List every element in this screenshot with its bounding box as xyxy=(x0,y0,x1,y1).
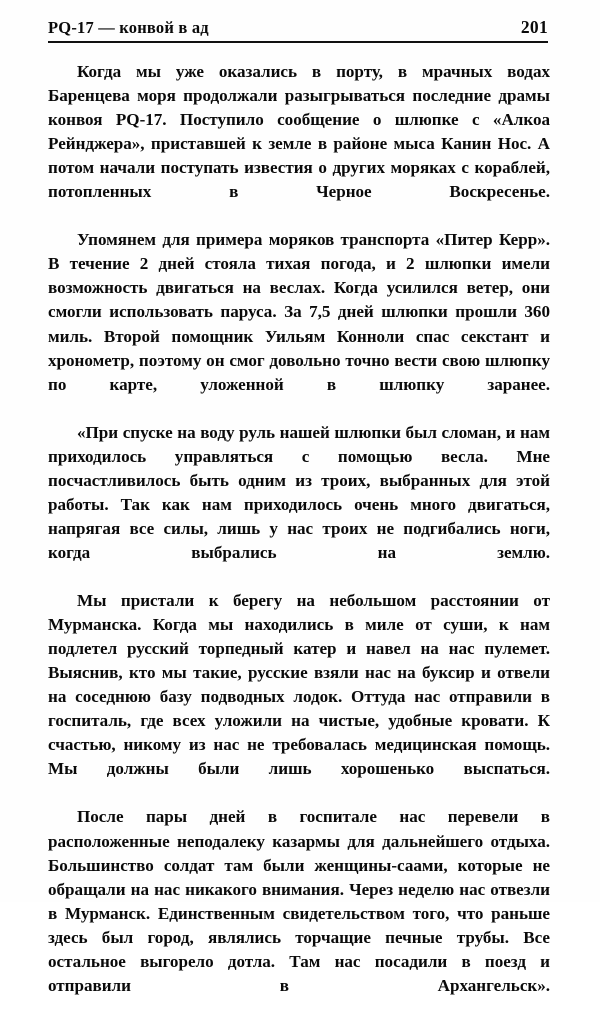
paragraph: После пары дней в госпитале нас перевели в расположенные неподалеку казармы для дальнейшего отдыха. Большинство солдат там были женщины-саами, которые не обращали на нас никакого внимания. Через неделю нас отвезли в Мурманск. Единственным свидетельством того, что раньше здесь был город, являлись торчащие печные трубы. Все остальное выгорело дотла. Там нас посадили в поезд и отправили в Архангельск». xyxy=(48,807,550,995)
running-head-title: PQ-17 — конвой в ад xyxy=(48,18,209,37)
paragraph: Упомянем для примера моряков транспорта «Питер Керр». В течение 2 дней стояла тихая погода, и 2 шлюпки имели возможность двигаться на веслах. Когда усилился ветер, они смогли использовать паруса. За 7,5 дней шлюпки прошли 360 миль. Второй помощник Уильям Конноли спас секстант и хронометр, поэтому он смог довольно точно вести свою шлюпку по карте, уложенной в шлюпку заранее. xyxy=(48,230,550,394)
running-head xyxy=(48,17,548,41)
paragraph: Мы пристали к берегу на небольшом расстоянии от Мурманска. Когда мы находились в миле от суши, к нам подлетел русский торпедный катер и навел на нас пулемет. Выяснив, кто мы такие, русские взяли нас на буксир и отвели на соседнюю базу подводных лодок. Оттуда нас отправили в госпиталь, где всех уложили на чистые, удобные кровати. К счастью, никому из нас не требовалась медицинская помощь. Мы должны были лишь хорошенько выспаться. xyxy=(48,591,550,779)
page-number: 201 xyxy=(520,17,548,37)
paragraph: Когда мы уже оказались в порту, в мрачных водах Баренцева моря продолжали разыгрываться последние драмы конвоя PQ-17. Поступило сообщение о шлюпке с «Алкоа Рейнджера», приставшей к земле в районе мыса Канин Нос. А потом начали поступать известия о других моряках с кораблей, потопленных в Черное Воскресенье. xyxy=(48,62,550,202)
body-text-column xyxy=(48,60,550,1022)
paragraph: «При спуске на воду руль нашей шлюпки был сломан, и нам приходилось управляться с помощью весла. Мне посчастливилось быть одним из троих, выбранных для этой работы. Так как нам приходилось очень много двигаться, напрягая все силы, лишь у нас троих не подгибались ноги, когда выбрались на землю. xyxy=(48,422,550,562)
header-divider-rule xyxy=(48,41,548,43)
